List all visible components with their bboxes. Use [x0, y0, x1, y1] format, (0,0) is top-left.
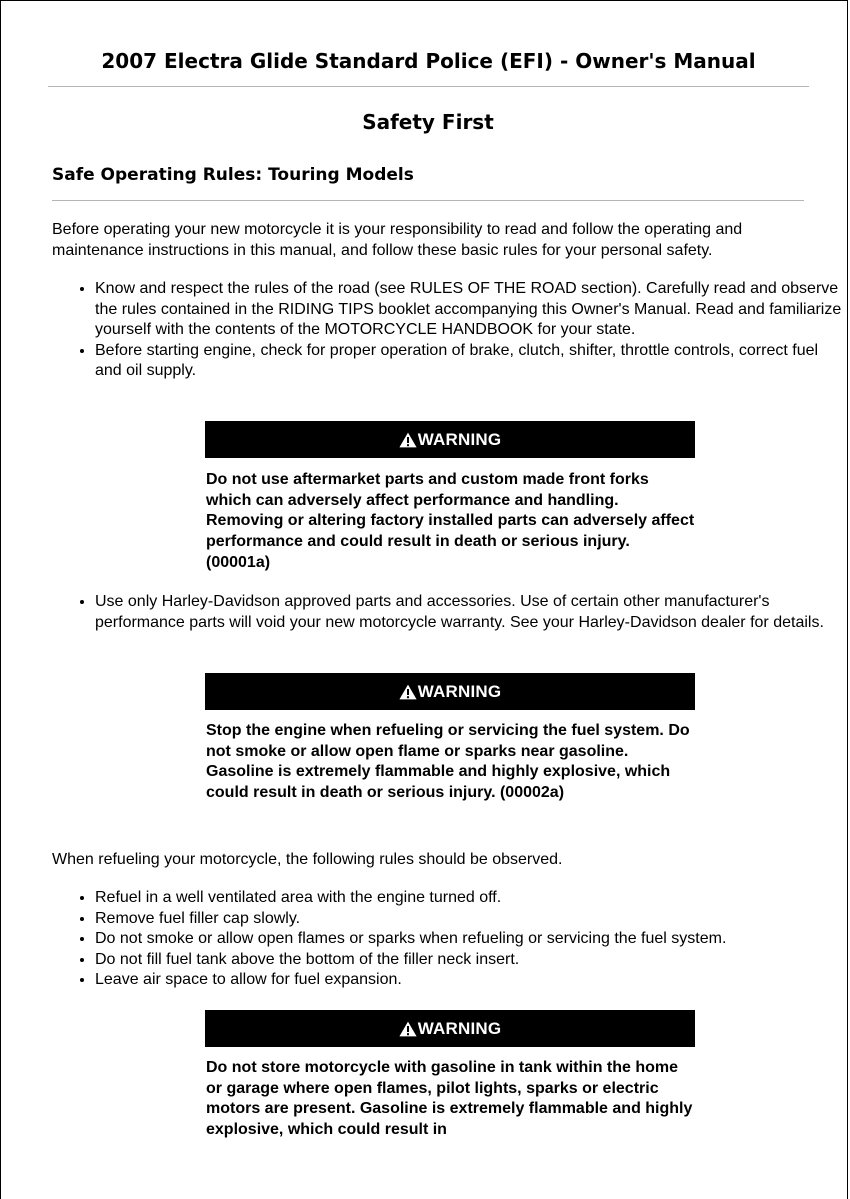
parts-rules-list: [52, 592, 849, 633]
warning-text: Stop the engine when refueling or servicing the fuel system. Do not smoke or allow open flame or sparks near gasoline. Gasoline is extremely flammable and highly explosive, which could result in death or serious injury. (00002a): [206, 722, 690, 802]
list-item: • Know and respect the rules of the road (see RULES OF THE ROAD section). Carefully read and observe the rules contained in the RIDING TIPS booklet accompanying this Owner's Manual. Read and familiarize yourself with the contents of the MOTORCYCLE HANDBOOK for your state.: [95, 279, 849, 341]
list-item: • Refuel in a well ventilated area with the engine turned off.: [95, 888, 849, 909]
warning-triangle-icon: [399, 684, 417, 700]
list-item: • Before starting engine, check for proper operation of brake, clutch, shifter, throttle controls, correct fuel and oil supply.: [95, 341, 849, 382]
warning-text: Do not use aftermarket parts and custom made front forks which can adversely affect performance and handling. Removing or altering factory installed parts can adversely affect performance and could result in death or serious injury. (00001a): [206, 471, 695, 571]
subsection-title: Safe Operating Rules: Touring Models: [52, 165, 414, 185]
list-item: • Do not smoke or allow open flames or sparks when refueling or servicing the fuel system.: [95, 929, 849, 950]
operating-rules-list: [52, 279, 849, 382]
warning-triangle-icon: [399, 1021, 417, 1037]
intro-paragraph: Before operating your new motorcycle it is your responsibility to read and follow the operating and maintenance instructions in this manual, and follow these basic rules for your personal safety.: [52, 221, 743, 259]
warning-banner: [205, 1010, 695, 1047]
warning-text: Do not store motorcycle with gasoline in tank within the home or garage where open flames, pilot lights, sparks or electric motors are present. Gasoline is extremely flammable and highly explosive, which could result in: [206, 1059, 693, 1139]
list-item: • Remove fuel filler cap slowly.: [95, 909, 849, 930]
section-title: Safety First: [362, 110, 494, 134]
warning-triangle-icon: [399, 432, 417, 448]
refuel-rules-list: [52, 888, 849, 991]
warning-label: WARNING: [417, 681, 502, 701]
warning-label: WARNING: [417, 1018, 502, 1038]
list-item: • Do not fill fuel tank above the bottom of the filler neck insert.: [95, 950, 849, 971]
refuel-intro-paragraph: When refueling your motorcycle, the following rules should be observed.: [52, 851, 563, 868]
warning-banner: [205, 421, 695, 458]
warning-banner: [205, 673, 695, 710]
title-divider: [48, 86, 809, 87]
subsection-divider: [52, 200, 804, 201]
warning-label: WARNING: [417, 429, 502, 449]
list-item: • Leave air space to allow for fuel expansion.: [95, 970, 849, 991]
list-item: • Use only Harley-Davidson approved parts and accessories. Use of certain other manufacturer's performance parts will void your new motorcycle warranty. See your Harley-Davidson dealer for details.: [95, 592, 849, 633]
document-title: 2007 Electra Glide Standard Police (EFI) - Owner's Manual: [101, 49, 756, 73]
